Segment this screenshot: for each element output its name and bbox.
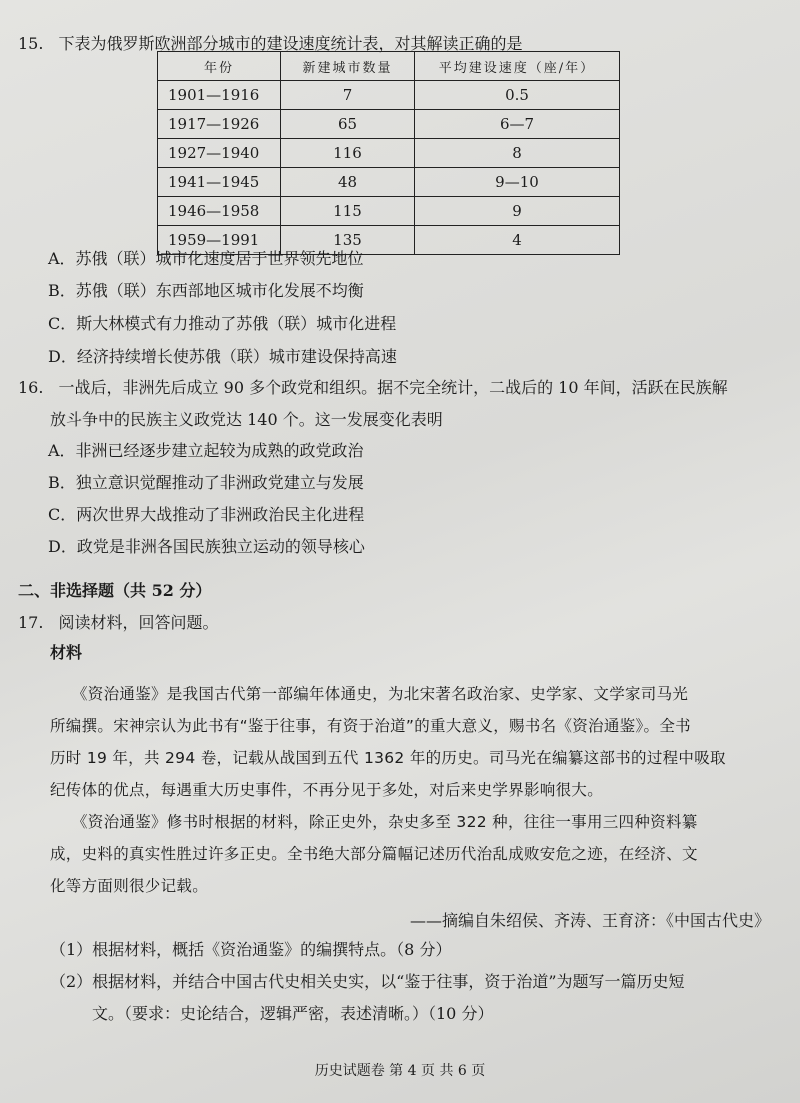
section-title: 二、非选择题（共 52 分） <box>18 581 212 600</box>
q15-stem: 下表为俄罗斯欧洲部分城市的建设速度统计表，对其解读正确的是 <box>58 34 523 53</box>
table-cell-year: 1941—1945 <box>158 168 281 197</box>
table-cell-count: 65 <box>281 110 415 139</box>
q16-option-b: B．独立意识觉醒推动了非洲政党建立与发展 <box>48 473 364 492</box>
q16-option-d: D．政党是非洲各国民族独立运动的领导核心 <box>48 537 365 556</box>
q16-stem-line1 <box>18 375 728 398</box>
q16-number: 16. <box>18 378 44 397</box>
material-line: 纪传体的优点，每遇重大历史事件，不再分见于多处，对后来史学界影响很大。 <box>50 781 604 799</box>
table-cell-count: 7 <box>281 81 415 110</box>
table-cell-count: 115 <box>281 197 415 226</box>
table-cell-year: 1927—1940 <box>158 139 281 168</box>
table-header-speed: 平均建设速度（座/年） <box>415 52 620 81</box>
material-line: 《资治通鉴》修书时根据的材料，除正史外，杂史多至 322 种，往往一事用三四种资料纂 <box>72 813 698 831</box>
table-cell-speed: 4 <box>415 226 620 255</box>
q16-option-a: A．非洲已经逐步建立起较为成熟的政党政治 <box>48 441 364 460</box>
material-line: 《资治通鉴》是我国古代第一部编年体通史，为北宋著名政治家、史学家、文学家司马光 <box>72 685 689 703</box>
q17-number: 17. <box>18 613 44 632</box>
table-cell-speed: 9 <box>415 197 620 226</box>
table-cell-count: 48 <box>281 168 415 197</box>
material-line: 历时 19 年，共 294 卷，记载从战国到五代 1362 年的历史。司马光在编纂这部书的过程中吸取 <box>50 749 726 767</box>
q15-option-a: A．苏俄（联）城市化速度居于世界领先地位 <box>48 249 364 268</box>
material-line: 所编撰。宋神宗认为此书有“鉴于往事，有资于治道”的重大意义，赐书名《资治通鉴》。全书 <box>50 717 691 735</box>
q17-subquestion-2: （2）根据材料，并结合中国古代史相关史实，以“鉴于往事，资于治道”为题写一篇历史短 <box>50 972 685 991</box>
table-row <box>158 139 620 168</box>
table-cell-speed: 8 <box>415 139 620 168</box>
table-row <box>158 81 620 110</box>
table-row <box>158 110 620 139</box>
q15-option-c: C．斯大林模式有力推动了苏俄（联）城市化进程 <box>48 314 397 333</box>
q15-number: 15. <box>18 34 44 53</box>
table-cell-count: 116 <box>281 139 415 168</box>
table-cell-speed: 9—10 <box>415 168 620 197</box>
q15-option-d: D．经济持续增长使苏俄（联）城市建设保持高速 <box>48 347 397 366</box>
q17-stem: 阅读材料，回答问题。 <box>58 613 219 632</box>
table-row <box>158 197 620 226</box>
page-footer: 历史试题卷 第 4 页 共 6 页 <box>314 1063 486 1079</box>
table-cell-year: 1946—1958 <box>158 197 281 226</box>
table-header-row <box>158 52 620 81</box>
q16-option-c: C．两次世界大战推动了非洲政治民主化进程 <box>48 505 365 524</box>
q17-subquestion-1: （1）根据材料，概括《资治通鉴》的编撰特点。（8 分） <box>50 940 452 959</box>
material-line: 化等方面则很少记载。 <box>50 877 209 895</box>
q17-subquestion-2-cont: 文。（要求：史论结合，逻辑严密，表述清晰。）（10 分） <box>92 1004 494 1023</box>
table-cell-speed: 0.5 <box>415 81 620 110</box>
material-label: 材料 <box>50 643 83 662</box>
material-line: 成，史料的真实性胜过许多正史。全书绝大部分篇幅记述历代治乱成败安危之迹，在经济、文 <box>50 845 698 863</box>
table-cell-count: 135 <box>281 226 415 255</box>
q16-stem-part2: 放斗争中的民族主义政党达 140 个。这一发展变化表明 <box>50 410 443 429</box>
table-header-year: 年份 <box>158 52 281 81</box>
table-row <box>158 168 620 197</box>
material-source: ——摘编自朱绍侯、齐涛、王育济：《中国古代史》 <box>409 911 770 930</box>
q17-stem-line <box>18 610 219 633</box>
q15-option-b: B．苏俄（联）东西部地区城市化发展不均衡 <box>48 281 364 300</box>
q16-stem-part1: 一战后，非洲先后成立 90 多个政党和组织。据不完全统计，二战后的 10 年间，活跃在民族解 <box>58 378 728 397</box>
city-construction-table <box>157 51 620 255</box>
table-cell-year: 1959—1991 <box>158 226 281 255</box>
table-cell-year: 1917—1926 <box>158 110 281 139</box>
table-header-count: 新建城市数量 <box>281 52 415 81</box>
table-cell-speed: 6—7 <box>415 110 620 139</box>
table-cell-year: 1901—1916 <box>158 81 281 110</box>
